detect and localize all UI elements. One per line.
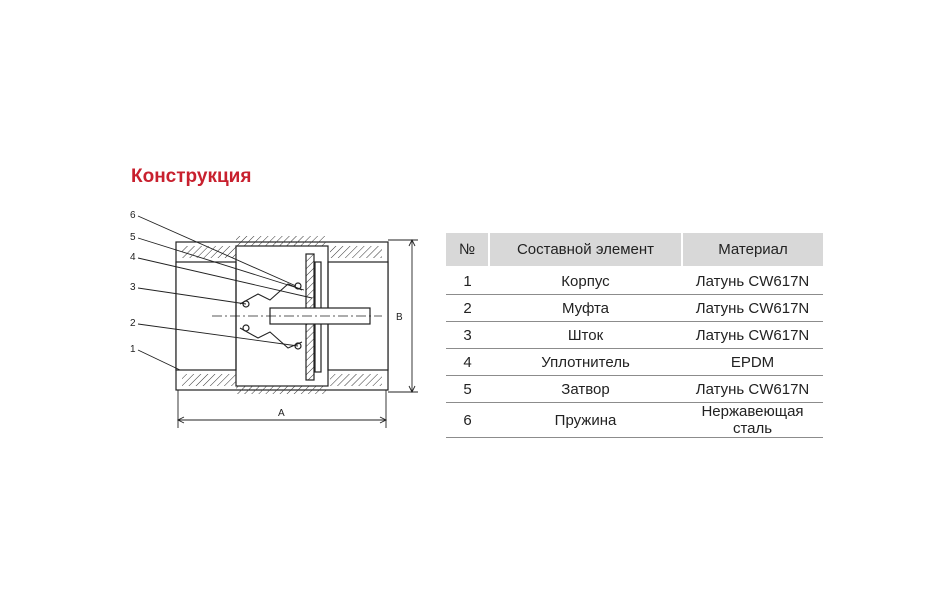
callout-6: 6: [130, 210, 136, 221]
check-valve-cross-section-drawing: [120, 200, 420, 440]
callout-5: 5: [130, 232, 136, 243]
components-table: [446, 233, 823, 438]
table-row: [446, 403, 823, 438]
callout-2: 2: [130, 318, 136, 329]
table-row: [446, 266, 823, 295]
row-component: Шток: [489, 322, 682, 349]
table-row: [446, 295, 823, 322]
row-number: 1: [446, 266, 489, 295]
callout-1: 1: [130, 344, 136, 355]
row-number: 2: [446, 295, 489, 322]
row-component: Муфта: [489, 295, 682, 322]
row-number: 4: [446, 349, 489, 376]
row-material: Латунь CW617N: [682, 295, 823, 322]
row-number: 3: [446, 322, 489, 349]
row-material: EPDM: [682, 349, 823, 376]
row-component: Затвор: [489, 376, 682, 403]
row-material: Латунь CW617N: [682, 322, 823, 349]
row-number: 5: [446, 376, 489, 403]
row-number: 6: [446, 403, 489, 438]
row-material: Латунь CW617N: [682, 266, 823, 295]
header-number: №: [446, 233, 489, 266]
table-row: [446, 349, 823, 376]
table-row: [446, 376, 823, 403]
header-material: Материал: [682, 233, 823, 266]
table-row: [446, 322, 823, 349]
row-component: Корпус: [489, 266, 682, 295]
dimension-a-label: A: [278, 408, 285, 419]
callout-3: 3: [130, 282, 136, 293]
row-component: Пружина: [489, 403, 682, 438]
row-component: Уплотнитель: [489, 349, 682, 376]
header-component: Составной элемент: [489, 233, 682, 266]
table-header-row: [446, 233, 823, 266]
callout-4: 4: [130, 252, 136, 263]
dimension-b-label: B: [396, 312, 403, 323]
row-material: Латунь CW617N: [682, 376, 823, 403]
section-title: Конструкция: [131, 166, 252, 187]
row-material: Нержавеющая сталь: [682, 403, 823, 438]
